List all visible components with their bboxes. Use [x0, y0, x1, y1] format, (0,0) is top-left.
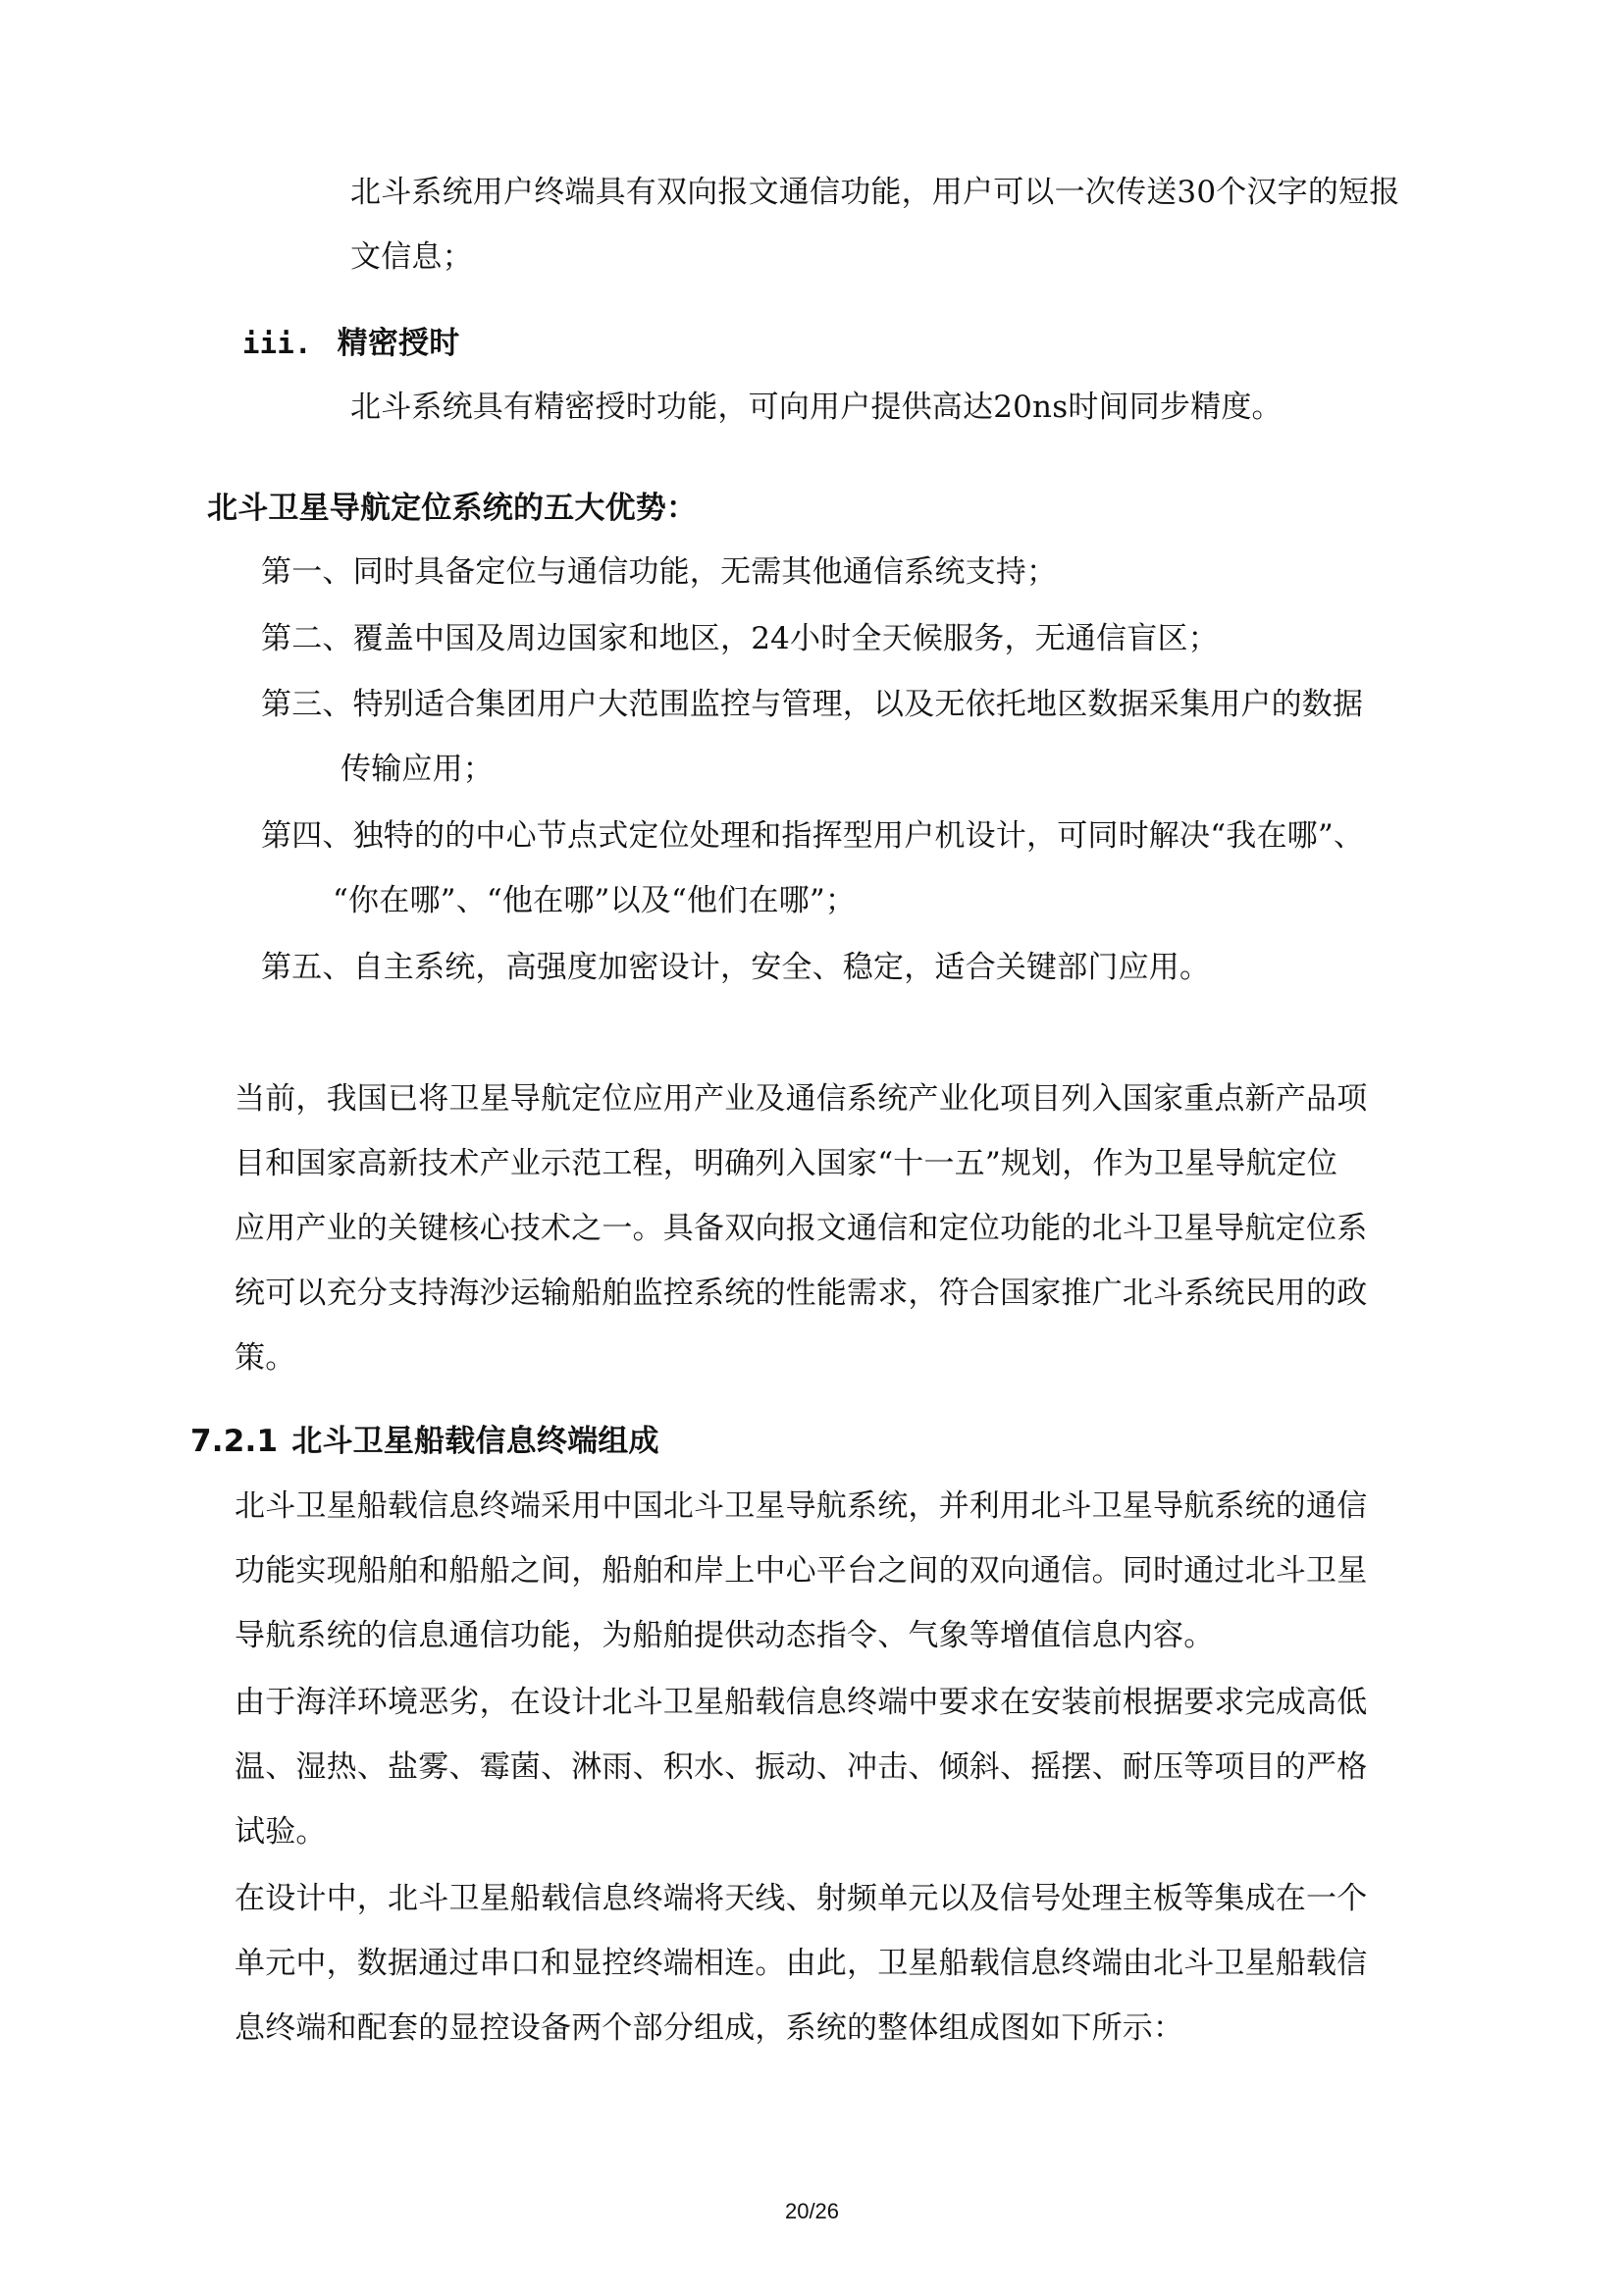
body-text-line: 在设计中，北斗卫星船载信息终端将天线、射频单元以及信号处理主板等集成在一个	[235, 1881, 1368, 1916]
body-text-line: 息终端和配套的显控设备两个部分组成，系统的整体组成图如下所示：	[235, 2010, 1184, 2046]
body-text-line: 温、湿热、盐雾、霉菌、淋雨、积水、振动、冲击、倾斜、摇摆、耐压等项目的严格	[235, 1749, 1368, 1785]
list-item-continuation: “你在哪”、“他在哪”以及“他们在哪”；	[333, 883, 857, 918]
section-heading-7-2-1	[190, 1422, 659, 1461]
body-text-line: 单元中，数据通过串口和显控终端相连。由此，卫星船载信息终端由北斗卫星船载信	[235, 1946, 1368, 1981]
list-item: 第二、覆盖中国及周边国家和地区，24小时全天候服务，无通信盲区；	[261, 621, 1219, 656]
page-number: 20/26	[784, 2199, 840, 2223]
list-item-continuation: 传输应用；	[341, 752, 494, 787]
body-text-line: 统可以充分支持海沙运输船舶监控系统的性能需求，符合国家推广北斗系统民用的政	[235, 1276, 1368, 1311]
body-text-line: 策。	[235, 1340, 296, 1376]
list-item: 第三、特别适合集团用户大范围监控与管理，以及无依托地区数据采集用户的数据	[261, 687, 1364, 722]
list-item: 第五、自主系统，高强度加密设计，安全、稳定，适合关键部门应用。	[261, 950, 1211, 985]
body-text-line: 应用产业的关键核心技术之一。具备双向报文通信和定位功能的北斗卫星导航定位系	[235, 1211, 1368, 1246]
body-text-line: 导航系统的信息通信功能，为船舶提供动态指令、气象等增值信息内容。	[235, 1618, 1215, 1653]
body-text-line: 当前，我国已将卫星导航定位应用产业及通信系统产业化项目列入国家重点新产品项	[235, 1081, 1368, 1117]
list-item: 第四、独特的的中心节点式定位处理和指挥型用户机设计，可同时解决“我在哪”、	[261, 818, 1365, 854]
body-text-line: 北斗系统用户终端具有双向报文通信功能，用户可以一次传送30个汉字的短报	[350, 175, 1400, 210]
body-text-line: 功能实现船舶和船船之间，船舶和岸上中心平台之间的双向通信。同时通过北斗卫星	[235, 1553, 1368, 1589]
body-text-line: 北斗系统具有精密授时功能，可向用户提供高达20ns时间同步精度。	[350, 390, 1283, 425]
sub-item-numeral: iii.	[242, 327, 312, 360]
body-text-line: 试验。	[235, 1814, 327, 1850]
section-number: 7.2.1	[190, 1424, 279, 1459]
body-text-line: 北斗卫星船载信息终端采用中国北斗卫星导航系统，并利用北斗卫星导航系统的通信	[235, 1488, 1368, 1524]
section-title: 北斗卫星船载信息终端组成	[291, 1424, 659, 1459]
body-text-line: 文信息；	[350, 239, 473, 275]
sub-item-title: 精密授时	[337, 326, 460, 361]
body-text-line: 由于海洋环境恶劣，在设计北斗卫星船载信息终端中要求在安装前根据要求完成高低	[235, 1685, 1368, 1720]
section-heading-advantages: 北斗卫星导航定位系统的五大优势：	[207, 491, 698, 526]
sub-item-heading	[242, 324, 459, 363]
body-text-line: 目和国家高新技术产业示范工程，明确列入国家“十一五”规划，作为卫星导航定位	[235, 1146, 1338, 1181]
list-item: 第一、同时具备定位与通信功能，无需其他通信系统支持；	[261, 554, 1058, 590]
